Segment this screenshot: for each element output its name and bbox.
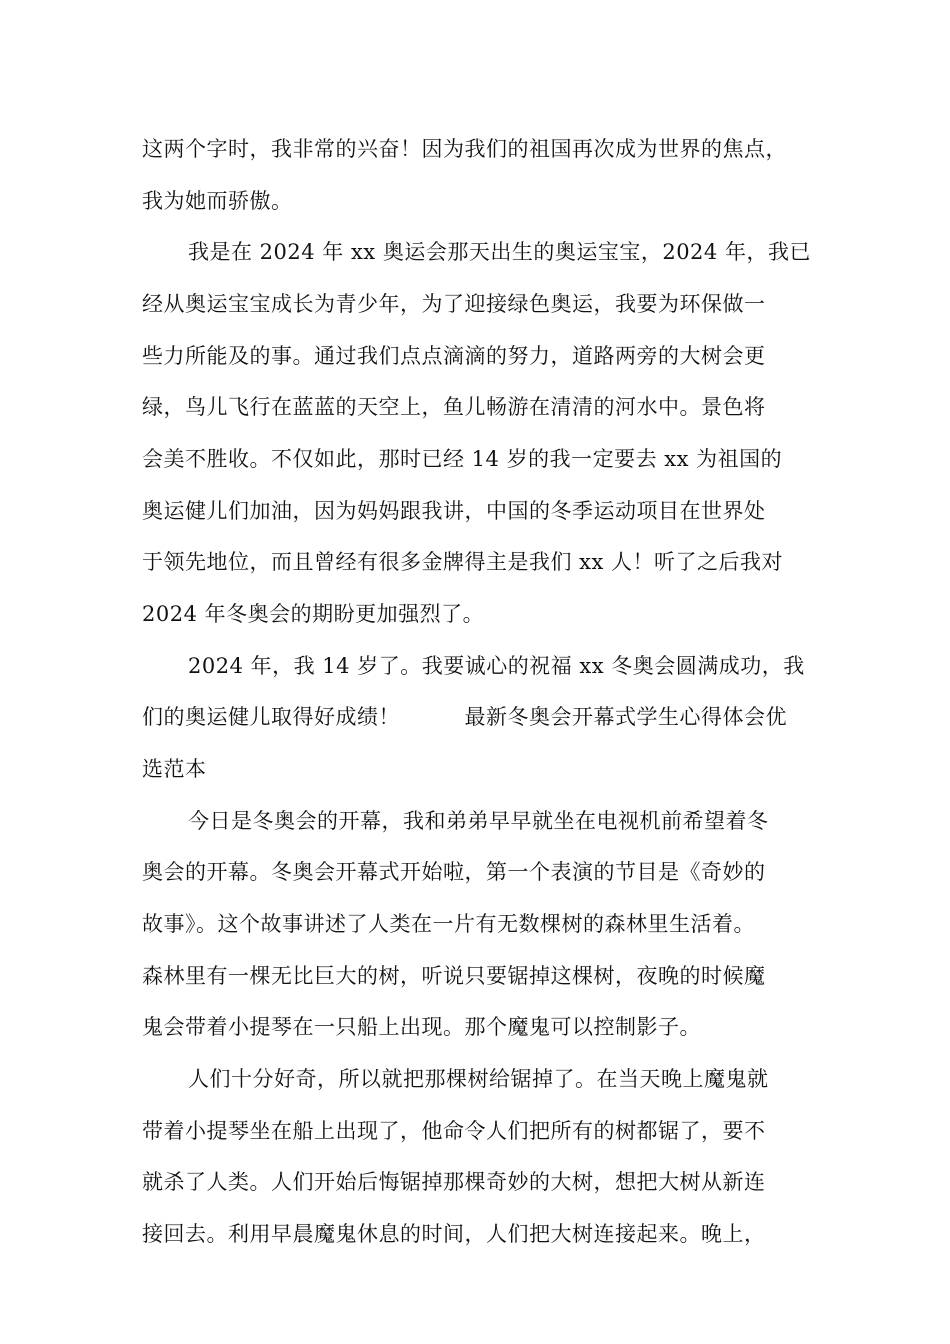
- text-line: 们的奥运健儿取得好成绩！ 最新冬奥会开幕式学生心得体会优: [142, 705, 787, 729]
- text-line: 些力所能及的事。通过我们点点滴滴的努力，道路两旁的大树会更: [142, 344, 766, 368]
- text-line: 2024 年冬奥会的期盼更加强烈了。: [142, 602, 485, 626]
- text-line: 就杀了人类。人们开始后悔锯掉那棵奇妙的大树，想把大树从新连: [142, 1170, 766, 1194]
- text-line: 奥运健儿们加油，因为妈妈跟我讲，中国的冬季运动项目在世界处: [142, 499, 766, 523]
- text-line: 森林里有一棵无比巨大的树，听说只要锯掉这棵树，夜晚的时候魔: [142, 964, 766, 988]
- text-line: 带着小提琴坐在船上出现了，他命令人们把所有的树都锯了，要不: [142, 1119, 766, 1143]
- text-line: 人们十分好奇，所以就把那棵树给锯掉了。在当天晚上魔鬼就: [188, 1067, 769, 1091]
- text-line: 我是在 2024 年 xx 奥运会那天出生的奥运宝宝，2024 年，我已: [188, 240, 811, 264]
- text-line: 这两个字时，我非常的兴奋！因为我们的祖国再次成为世界的焦点，: [142, 137, 787, 161]
- text-line: 2024 年，我 14 岁了。我要诚心的祝福 xx 冬奥会圆满成功，我: [188, 654, 805, 678]
- text-line: 选范本: [142, 757, 207, 781]
- text-line: 故事》。这个故事讲述了人类在一片有无数棵树的森林里生活着。: [142, 912, 755, 936]
- text-line: 奥会的开幕。冬奥会开幕式开始啦，第一个表演的节目是《奇妙的: [142, 860, 766, 884]
- text-line: 今日是冬奥会的开幕，我和弟弟早早就坐在电视机前希望着冬: [188, 809, 769, 833]
- text-line: 经从奥运宝宝成长为青少年，为了迎接绿色奥运，我要为环保做一: [142, 292, 766, 316]
- text-line: 我为她而骄傲。: [142, 189, 293, 213]
- text-line: 接回去。利用早晨魔鬼休息的时间，人们把大树连接起来。晚上，: [142, 1222, 766, 1246]
- text-line: 绿，鸟儿飞行在蓝蓝的天空上，鱼儿畅游在清清的河水中。景色将: [142, 395, 766, 419]
- text-line: 鬼会带着小提琴在一只船上出现。那个魔鬼可以控制影子。: [142, 1015, 701, 1039]
- text-line: 会美不胜收。不仅如此，那时已经 14 岁的我一定要去 xx 为祖国的: [142, 447, 783, 471]
- text-line: 于领先地位，而且曾经有很多金牌得主是我们 xx 人！听了之后我对: [142, 550, 784, 574]
